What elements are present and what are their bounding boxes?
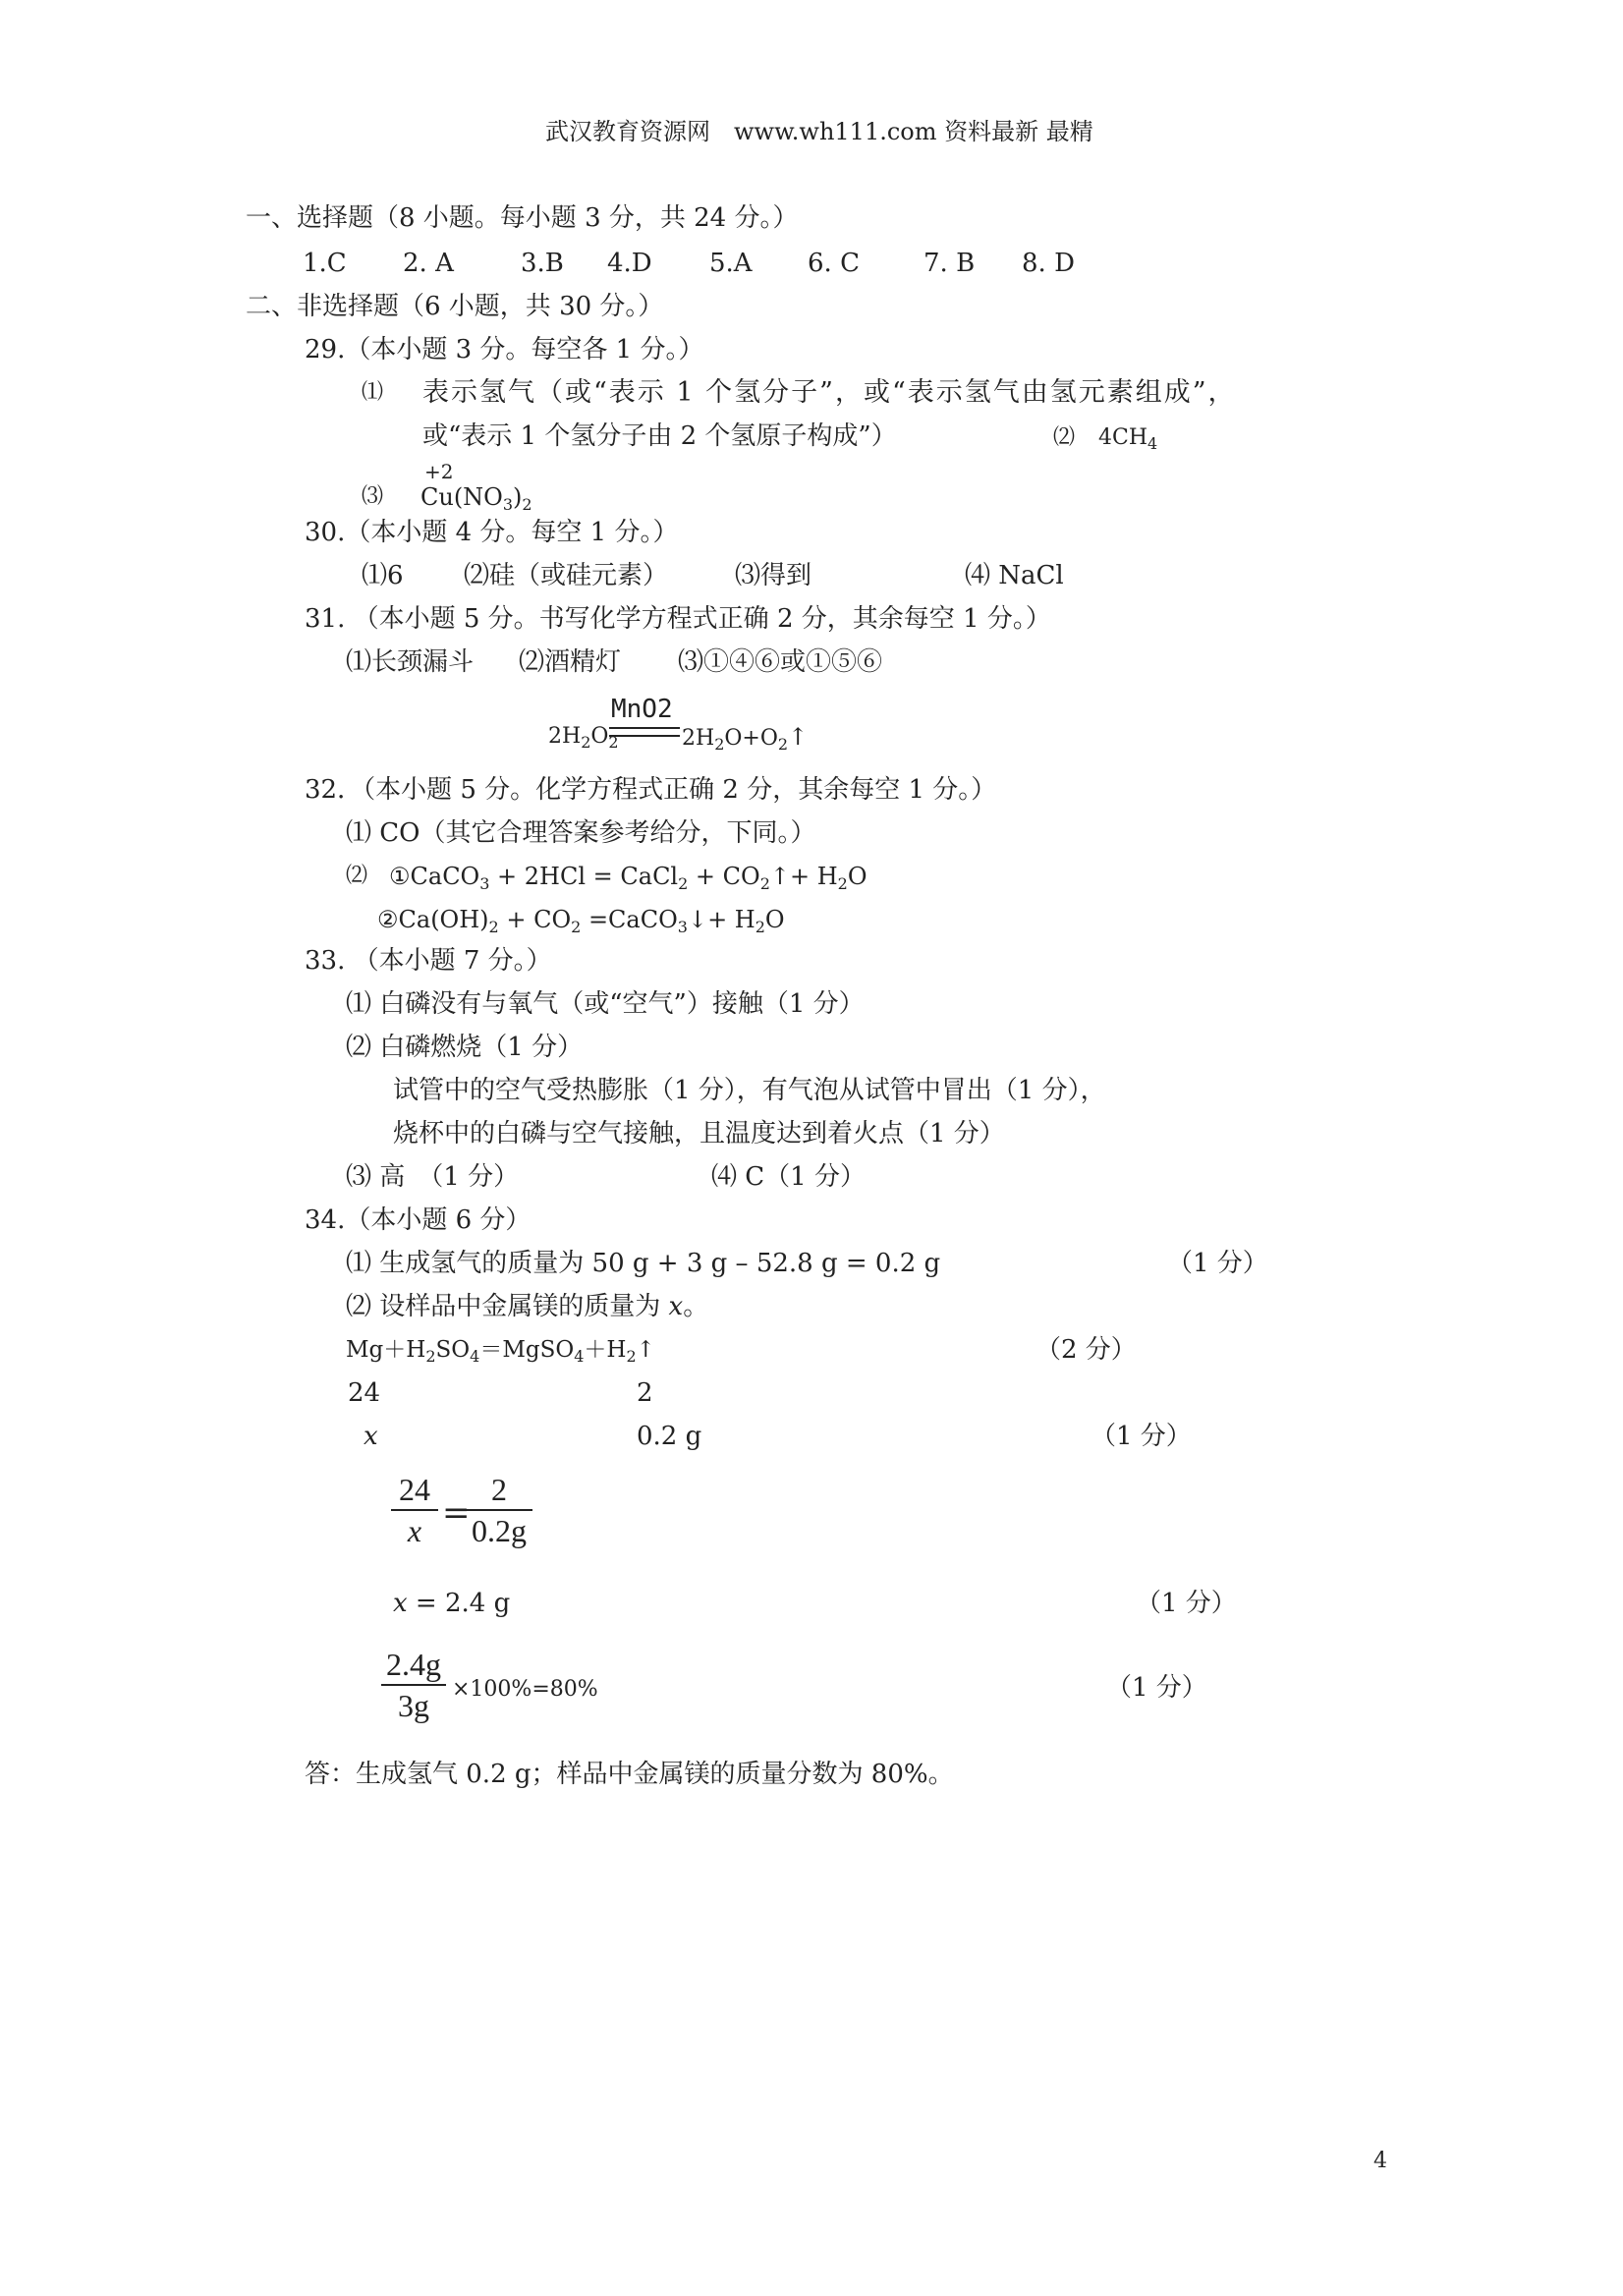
q32-a2-number: ⑵ bbox=[346, 864, 368, 888]
mc-answer-7: 7. B bbox=[923, 249, 976, 278]
q33-a2-line2: 试管中的空气受热膨胀（1 分），有气泡从试管中冒出（1 分）， bbox=[393, 1076, 1106, 1105]
q34-answer: 答：生成氢气 0.2 g；样品中金属镁的质量分数为 80%。 bbox=[305, 1760, 954, 1789]
mc-answer-8: 8. D bbox=[1022, 249, 1075, 278]
mc-answer-2: 2. A bbox=[403, 249, 454, 278]
q31-a3: ⑶①④⑥或①⑤⑥ bbox=[678, 647, 883, 677]
q34-equation: $Mg+H_2SO_4=MgSO_4+H_2↑$ bbox=[346, 1337, 655, 1366]
q30-a4: ⑷ NaCl bbox=[965, 561, 1064, 590]
q33-a2-line3: 烧杯中的白磷与空气接触，且温度达到着火点（1 分） bbox=[393, 1119, 1005, 1148]
q30-a2: ⑵硅（或硅元素） bbox=[464, 561, 669, 590]
q34-percent-score: （1 分） bbox=[1106, 1673, 1207, 1703]
q34-mass-score: （1 分） bbox=[1091, 1422, 1192, 1451]
mc-answer-3: 3.B bbox=[521, 249, 564, 278]
q31-a2: ⑵酒精灯 bbox=[519, 647, 622, 677]
q31-a1: ⑴长颈漏斗 bbox=[346, 647, 475, 677]
mc-answer-5: 5.A bbox=[709, 249, 753, 278]
q34-fraction-3: 2.4g 3g bbox=[381, 1645, 446, 1725]
mc-answer-6: 6. C bbox=[808, 249, 860, 278]
q33-head: 33. （本小题 7 分。） bbox=[305, 946, 552, 976]
q29-a3-number: ⑶ bbox=[362, 484, 384, 509]
page-header: 武汉教育资源网 www.wh111.com 资料最新 最精 bbox=[545, 118, 1093, 145]
q32-equation-1: ①CaCO$_3$ + 2HCl = CaCl$_2$ + $CO_2↑+ H_2O$ bbox=[389, 863, 867, 893]
q34-fraction-2: 2 0.2g bbox=[466, 1470, 532, 1550]
q30-a1: ⑴6 bbox=[362, 561, 404, 590]
q34-head: 34.（本小题 6 分） bbox=[305, 1205, 532, 1235]
q29-a1-text-line2: 或“表示 1 个氢分子由 2 个氢原子构成”） bbox=[422, 421, 897, 451]
mc-answer-4: 4.D bbox=[607, 249, 652, 278]
q34-a1: ⑴ 生成氢气的质量为 50 g + 3 g – 52.8 g = 0.2 g bbox=[346, 1249, 941, 1278]
q34-mass-h2: 0.2 g bbox=[637, 1422, 702, 1451]
part2-title: 二、非选择题（6 小题，共 30 分。） bbox=[246, 292, 664, 321]
q34-equals: = bbox=[442, 1493, 471, 1533]
q34-result-score: （1 分） bbox=[1136, 1589, 1237, 1618]
q34-molar-mg: 24 bbox=[348, 1378, 381, 1408]
q29-a1-text: 表示氢气（或“表示 1 个氢分子”，或“表示氢气由氢元素组成”， bbox=[422, 377, 1237, 408]
mc-answer-1: 1.C bbox=[303, 249, 347, 278]
q34-equation-score: （2 分） bbox=[1035, 1335, 1137, 1365]
q34-molar-h2: 2 bbox=[637, 1378, 653, 1408]
q34-a1-score: （1 分） bbox=[1167, 1249, 1268, 1278]
q33-a1: ⑴ 白磷没有与氧气（或“空气”）接触（1 分） bbox=[346, 989, 865, 1019]
q32-equation-2: $②Ca(OH)_2 + CO_2$ =CaCO$_3$↓+ $H_2O$ bbox=[377, 906, 785, 936]
q33-a3: ⑶ 高 （1 分） bbox=[346, 1162, 520, 1192]
q34-percent: ×100%=80% bbox=[452, 1677, 598, 1702]
q30-a3: ⑶得到 bbox=[735, 561, 812, 590]
q29-a3-formula: $Cu(NO_3)_2$ bbox=[420, 483, 532, 514]
q32-a1: ⑴ CO（其它合理答案参考给分，下同。） bbox=[346, 818, 816, 848]
q29-a3-charge: +2 bbox=[424, 460, 454, 483]
q29-a2-number: ⑵ bbox=[1053, 425, 1076, 450]
q31-head: 31. （本小题 5 分。书写化学方程式正确 2 分，其余每空 1 分。） bbox=[305, 604, 1051, 634]
q29-head: 29.（本小题 3 分。每空各 1 分。） bbox=[305, 335, 704, 364]
q31-equation-right: $2H_2O+O_2↑$ bbox=[682, 723, 809, 754]
q29-a1-number: ⑴ bbox=[362, 380, 384, 405]
q30-head: 30.（本小题 4 分。每空 1 分。） bbox=[305, 518, 679, 547]
q34-mass-mg: x bbox=[364, 1422, 378, 1451]
q33-a2: ⑵ 白磷燃烧（1 分） bbox=[346, 1033, 584, 1062]
q31-catalyst: MnO2 bbox=[611, 695, 673, 724]
q34-fraction-1: 24 x bbox=[391, 1470, 438, 1550]
q31-equation-left: $2H_2O_2$ bbox=[548, 724, 619, 752]
page-number: 4 bbox=[1373, 2149, 1387, 2173]
q31-equation-equals bbox=[609, 727, 680, 737]
q32-head: 32．（本小题 5 分。化学方程式正确 2 分，其余每空 1 分。） bbox=[305, 775, 997, 805]
q34-a2: ⑵ 设样品中金属镁的质量为 x。 bbox=[346, 1292, 709, 1321]
part1-title: 一、选择题（8 小题。每小题 3 分，共 24 分。） bbox=[246, 203, 799, 233]
q34-result: x = 2.4 g bbox=[393, 1589, 511, 1618]
q29-a2-formula: $4CH_4$ bbox=[1098, 425, 1158, 453]
q33-a4: ⑷ C（1 分） bbox=[711, 1162, 866, 1192]
